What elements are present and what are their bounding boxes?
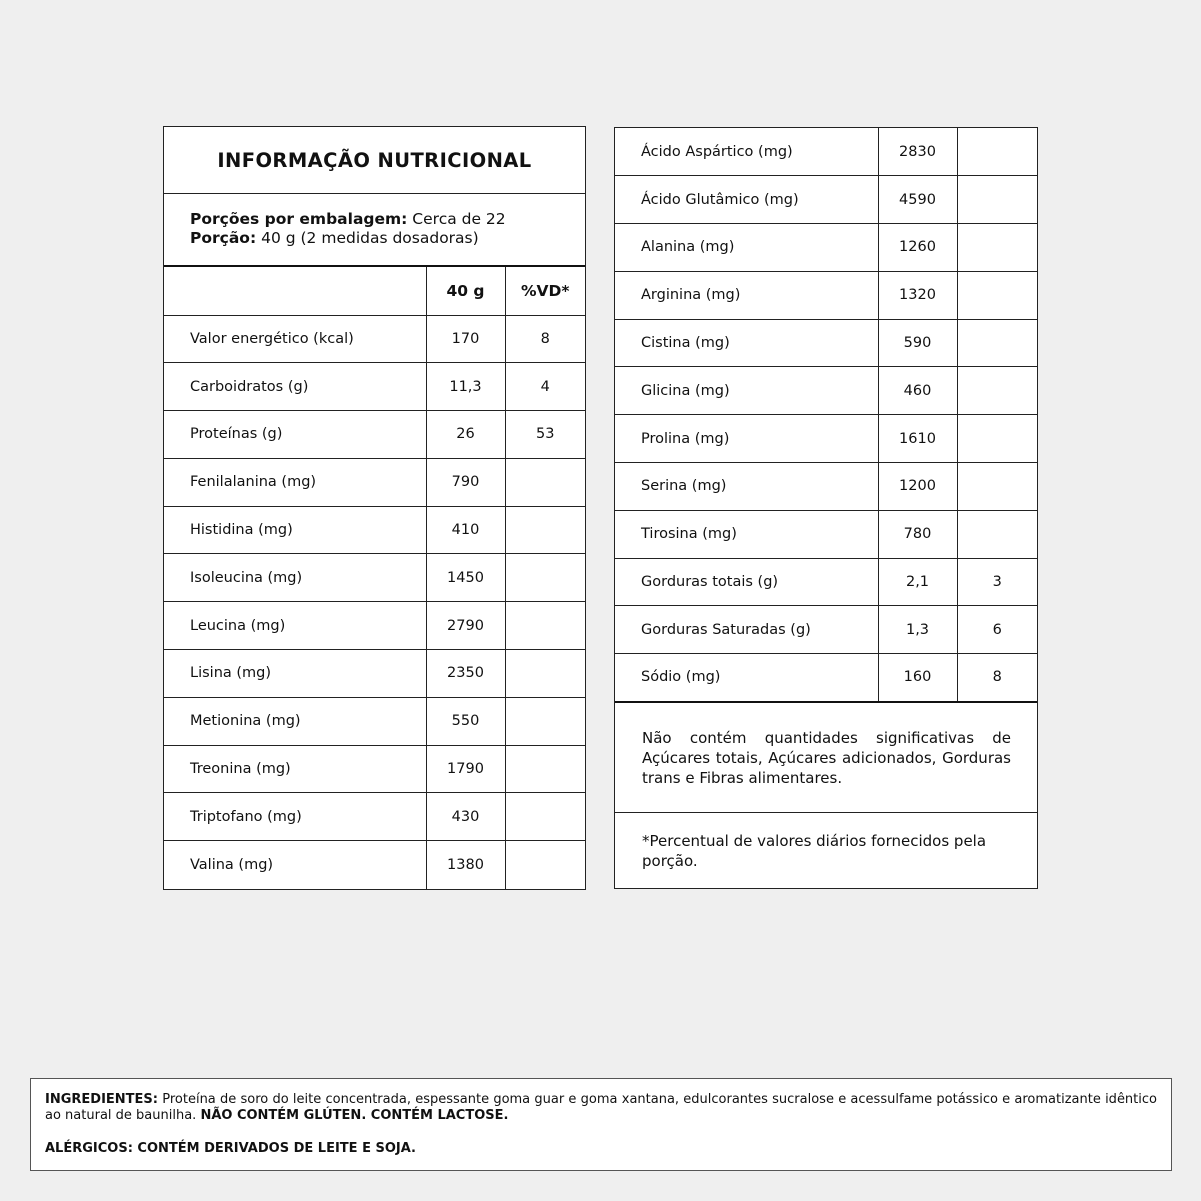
nutrient-amount: 11,3: [426, 363, 505, 411]
nutrition-panel-left: [163, 126, 586, 890]
table-row: [164, 697, 585, 745]
nutrient-name: Ácido Glutâmico (mg): [615, 176, 878, 224]
table-row: [615, 319, 1037, 367]
nutrient-dv: [505, 745, 585, 793]
table-row: [164, 411, 585, 459]
nutrient-amount: 1450: [426, 554, 505, 602]
header-dv: %VD*: [505, 267, 585, 315]
nutrient-dv: [957, 367, 1037, 415]
nutrient-amount: 1320: [878, 271, 957, 319]
nutrient-name: Glicina (mg): [615, 367, 878, 415]
nutrition-panel-right: [614, 127, 1038, 889]
nutrient-amount: 4590: [878, 176, 957, 224]
nutrient-name: Proteínas (g): [164, 411, 426, 459]
nutrient-amount: 1790: [426, 745, 505, 793]
nutrient-dv: [957, 271, 1037, 319]
table-row: [164, 315, 585, 363]
table-row: [615, 415, 1037, 463]
table-row: [615, 224, 1037, 272]
table-row: [615, 606, 1037, 654]
serving-info: [164, 194, 585, 267]
nutrient-dv: [957, 224, 1037, 272]
nutrient-dv: 6: [957, 606, 1037, 654]
table-row: [164, 602, 585, 650]
nutrient-amount: 1200: [878, 463, 957, 511]
panel-title: INFORMAÇÃO NUTRICIONAL: [164, 127, 585, 194]
nutrient-dv: 53: [505, 411, 585, 459]
table-row: [164, 793, 585, 841]
table-row: [615, 176, 1037, 224]
note-percent-dv: *Percentual de valores diários fornecidos pela porção.: [642, 831, 987, 870]
table-row: [615, 463, 1037, 511]
servings-per-package: [190, 210, 585, 229]
nutrient-name: Ácido Aspártico (mg): [615, 128, 878, 176]
nutrient-dv: 4: [505, 363, 585, 411]
nutrient-dv: [505, 554, 585, 602]
table-row: [615, 510, 1037, 558]
ingredients-text: [45, 1092, 1157, 1124]
nutrient-name: Triptofano (mg): [164, 793, 426, 841]
nutrient-name: Histidina (mg): [164, 506, 426, 554]
table-row: [615, 367, 1037, 415]
nutrient-name: Lisina (mg): [164, 650, 426, 698]
nutrient-dv: [957, 176, 1037, 224]
gluten-lactose-warning: NÃO CONTÉM GLÚTEN. CONTÉM LACTOSE.: [200, 1108, 509, 1123]
portion-label: Porção:: [190, 229, 257, 247]
nutrient-dv: [505, 697, 585, 745]
nutrient-dv: 3: [957, 558, 1037, 606]
nutrient-amount: 1380: [426, 841, 505, 889]
nutrient-name: Treonina (mg): [164, 745, 426, 793]
nutrient-dv: [957, 415, 1037, 463]
ingredients-list: Proteína de soro do leite concentrada, espessante goma guar e goma xantana, edulcorantes sucralose e acessulfame potássico e aromatizante idêntico ao natural de baunilha.: [45, 1092, 1157, 1123]
nutrient-dv: [505, 650, 585, 698]
nutrient-amount: 790: [426, 458, 505, 506]
portion-value: 40 g (2 medidas dosadoras): [261, 229, 479, 247]
nutrient-name: Valina (mg): [190, 856, 274, 873]
table-row: [164, 554, 585, 602]
nutrient-amount: 2830: [878, 128, 957, 176]
nutrient-name: Serina (mg): [615, 463, 878, 511]
nutrient-dv: [505, 793, 585, 841]
ingredients-label: INGREDIENTES:: [45, 1092, 158, 1107]
nutrient-name: Carboidratos (g): [164, 363, 426, 411]
nutrient-amount: 780: [878, 510, 957, 558]
header-amount: 40 g: [426, 267, 505, 315]
table-row: [615, 558, 1037, 606]
nutrient-amount: 1,3: [878, 606, 957, 654]
nutrient-name: Cistina (mg): [615, 319, 878, 367]
nutrient-dv: 8: [505, 315, 585, 363]
nutrient-amount: 460: [878, 367, 957, 415]
nutrient-name: Leucina (mg): [164, 602, 426, 650]
ingredients-box: [30, 1078, 1172, 1171]
nutrient-name: Fenilalanina (mg): [164, 458, 426, 506]
table-header-row: [164, 267, 585, 315]
nutrient-dv: [505, 458, 585, 506]
nutrient-amount: 2790: [426, 602, 505, 650]
nutrient-amount: 160: [878, 654, 957, 702]
nutrient-amount: 1610: [878, 415, 957, 463]
nutrition-table-right: [615, 128, 1037, 703]
table-row: [164, 506, 585, 554]
table-row: [615, 271, 1037, 319]
nutrient-name: Prolina (mg): [615, 415, 878, 463]
note-not-significant: Não contém quantidades significativas de Açúcares totais, Açúcares adicionados, Gorduras trans e Fibras alimentares.: [615, 703, 1037, 813]
nutrient-dv: 8: [957, 654, 1037, 702]
nutrient-name: Metionina (mg): [164, 697, 426, 745]
nutrient-amount: 430: [426, 793, 505, 841]
nutrient-name: Gorduras Saturadas (g): [615, 606, 878, 654]
table-row: [164, 650, 585, 698]
servings-value: Cerca de 22: [412, 210, 506, 228]
nutrient-name: Tirosina (mg): [615, 510, 878, 558]
header-empty-cell: [164, 267, 426, 315]
nutrition-table-left: [164, 267, 585, 889]
nutrient-dv: [957, 510, 1037, 558]
nutrient-amount: 590: [878, 319, 957, 367]
nutrient-amount: 410: [426, 506, 505, 554]
nutrient-name: Valor energético (kcal): [164, 315, 426, 363]
nutrient-dv: [957, 463, 1037, 511]
nutrient-dv: [505, 506, 585, 554]
table-row: [615, 128, 1037, 176]
allergens-text: ALÉRGICOS: CONTÉM DERIVADOS DE LEITE E SOJA.: [45, 1141, 416, 1156]
nutrient-amount: 550: [426, 697, 505, 745]
nutrient-name: Sódio (mg): [641, 669, 721, 686]
nutrient-dv: [505, 602, 585, 650]
nutrient-dv: [957, 319, 1037, 367]
nutrient-amount: 1260: [878, 224, 957, 272]
servings-label: Porções por embalagem:: [190, 210, 408, 228]
nutrient-name: Alanina (mg): [615, 224, 878, 272]
table-row: [164, 363, 585, 411]
table-row: [164, 841, 585, 889]
nutrient-amount: 2,1: [878, 558, 957, 606]
table-row: [164, 745, 585, 793]
nutrient-amount: 26: [426, 411, 505, 459]
portion-size: [190, 229, 585, 248]
nutrient-dv: [505, 841, 585, 889]
table-row: [615, 654, 1037, 702]
nutrient-dv: [957, 128, 1037, 176]
nutrient-amount: 2350: [426, 650, 505, 698]
table-row: [164, 458, 585, 506]
nutrient-name: Isoleucina (mg): [164, 554, 426, 602]
nutrient-amount: 170: [426, 315, 505, 363]
nutrient-name: Gorduras totais (g): [615, 558, 878, 606]
nutrient-name: Arginina (mg): [615, 271, 878, 319]
